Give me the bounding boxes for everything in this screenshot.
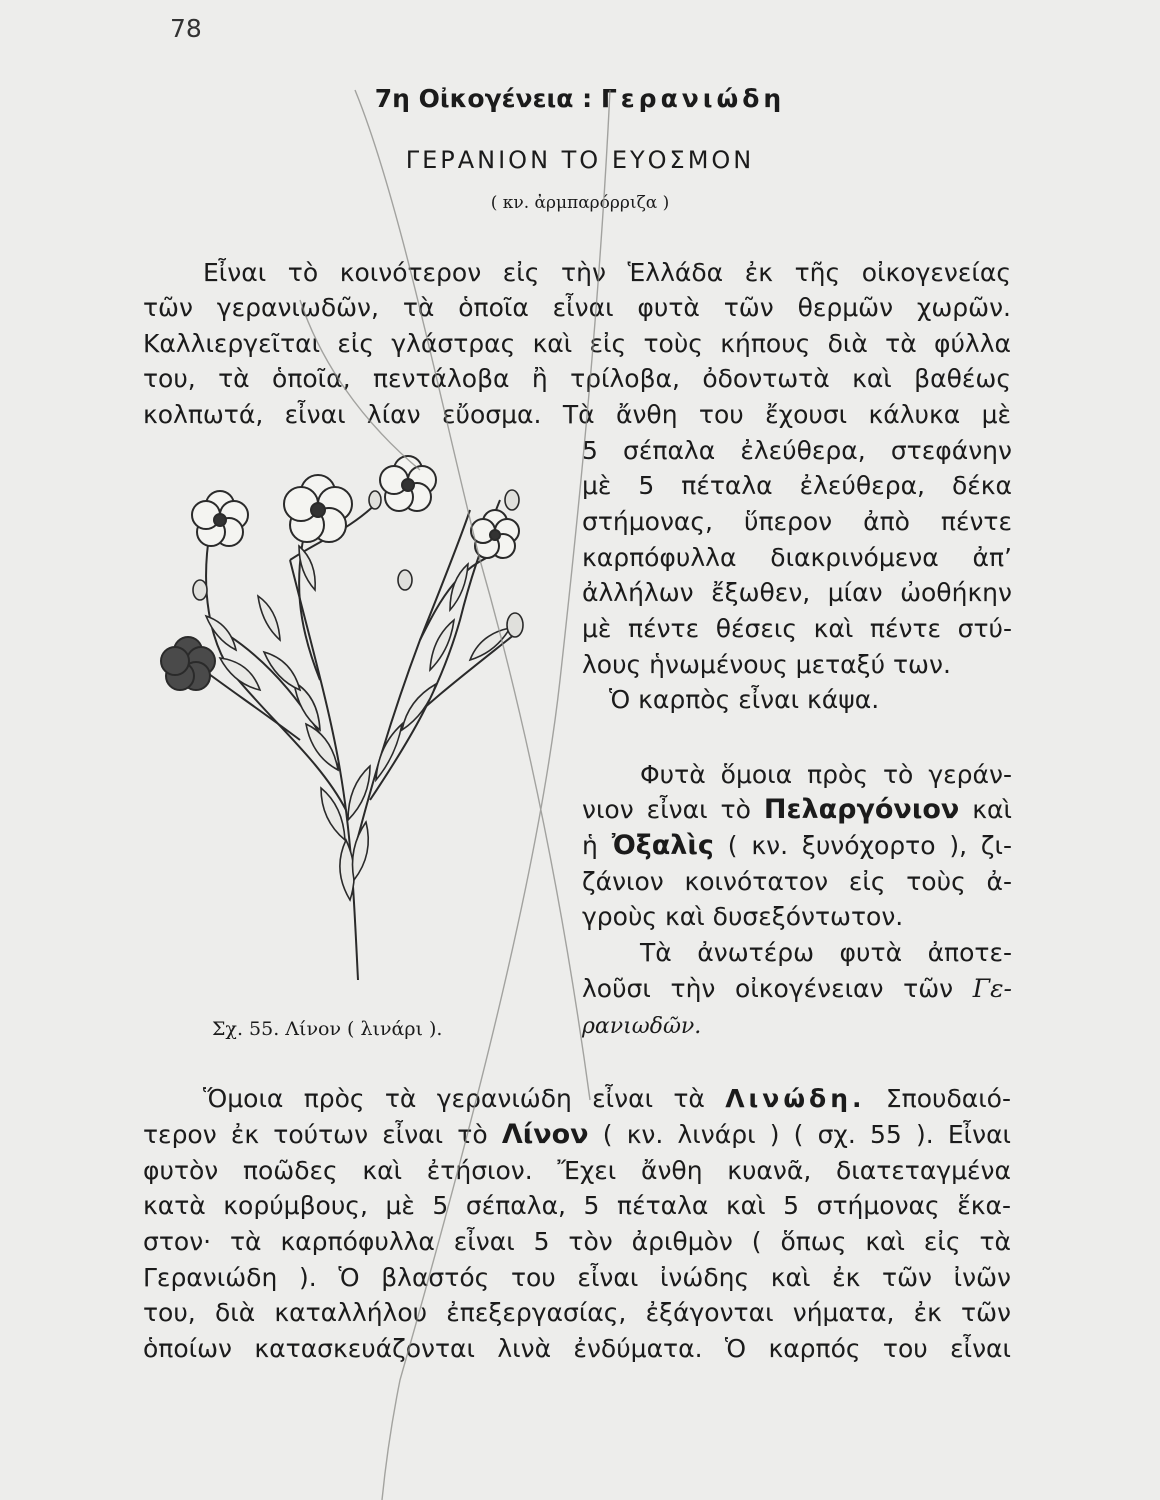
main-stem [290, 560, 358, 980]
text-line: κολπωτά, εἶναι λίαν εὔοσμα. Τὰ ἄνθη του ἔχουσι κάλυκα μὲ [143, 400, 1011, 429]
text-span: τερον ἐκ τούτων εἶναι τὸ [143, 1120, 488, 1149]
text-line [582, 829, 1012, 863]
text-span: ( κν. ξυνόχορτο ), ζι- [727, 831, 1012, 860]
text-line: του, διὰ καταλλήλου ἐπεξεργασίας, ἐξάγονται νήματα, ἐκ τῶν [143, 1298, 1011, 1327]
section-title: ΓΕΡΑΝΙΟΝ ΤΟ ΕΥΟΣΜΟΝ [405, 146, 755, 174]
linaceae-term: Λινώδη. [725, 1084, 866, 1113]
text-line [582, 1008, 1012, 1044]
text-line: Καλλιεργεῖται εἰς γλάστρας καὶ εἰς τοὺς κήπους διὰ τὰ φύλλα [143, 329, 1011, 358]
text-line: μὲ 5 πέταλα ἐλεύθερα, δέκα [582, 471, 1012, 500]
text-line: ὁποίων κατασκευάζονται λινὰ ἐνδύματα. Ὁ καρπός του εἶναι [143, 1334, 1011, 1363]
text-line: στήμονας, ὕπερον ἀπὸ πέντε [582, 507, 1012, 536]
text-line: στον· τὰ καρπόφυλλα εἶναι 5 τὸν ἀριθμὸν ( ὅπως καὶ εἰς τὰ [143, 1227, 1011, 1256]
flax-term: Λίνον [501, 1119, 589, 1150]
text-line: γροὺς καὶ δυσεξόντωτον. [582, 902, 904, 931]
text-line: Φυτὰ ὅμοια πρὸς τὸ γεράν- [640, 760, 1012, 789]
oxalis-term: Ὀξαλὶς [611, 830, 714, 861]
section-subtitle: ( κν. ἀρμπαρόρριζα ) [490, 193, 670, 213]
text-line: Γερανιώδη ). Ὁ βλαστός του εἶναι ἰνώδης καὶ ἐκ τῶν ἰνῶν [143, 1263, 1011, 1292]
family-heading [0, 84, 1160, 113]
text-line: Εἶναι τὸ κοινότερον εἰς τὴν Ἑλλάδα ἐκ τῆς οἰκογενείας [203, 258, 1011, 287]
leaves [206, 546, 510, 900]
family-name: Γερανιώδη [600, 84, 786, 113]
text-line [143, 1118, 1011, 1152]
text-line: κατὰ κορύμβους, μὲ 5 σέπαλα, 5 πέταλα καὶ 5 στήμονας ἕκα- [143, 1191, 1011, 1220]
text-line: ζάνιον κοινότατον εἰς τοὺς ἀ- [582, 867, 1012, 896]
text-span: ἡ [582, 831, 598, 860]
text-line: ἀλλήλων ἔξωθεν, μίαν ὠοθήκην [582, 578, 1012, 607]
text-span: λοῦσι τὴν οἰκογένειαν τῶν [582, 974, 954, 1003]
text-span: Ὅμοια πρὸς τὰ γερανιώδη εἶναι τὰ [203, 1084, 705, 1113]
text-line [582, 972, 1012, 1006]
page-number: 78 [170, 14, 202, 43]
text-line: φυτὸν ποῶδες καὶ ἐτήσιον. Ἔχει ἄνθη κυανᾶ, διατεταγμένα [143, 1156, 1011, 1185]
text-line [203, 1082, 1011, 1116]
text-line: καρπόφυλλα διακρινόμενα ἀπ’ [582, 543, 1012, 572]
text-line: 5 σέπαλα ἐλεύθερα, στεφάνην [582, 436, 1012, 465]
text-span: νιον εἶναι τὸ [582, 795, 751, 824]
stem [420, 550, 510, 640]
text-span: Σπουδαιό- [885, 1084, 1012, 1113]
text-line: Ὁ καρπὸς εἶναι κάψα. [609, 685, 880, 714]
family-prefix: 7η Οἰκογένεια : [374, 84, 593, 113]
text-span: ( κν. λινάρι ) ( σχ. 55 ). Εἶναι [602, 1120, 1012, 1149]
text-line: τῶν γερανιωδῶν, τὰ ὁποῖα εἶναι φυτὰ τῶν θερμῶν χωρῶν. [143, 293, 1011, 322]
text-span-italic: Γε- [972, 974, 1012, 1003]
text-line [582, 793, 1012, 827]
text-line: μὲ πέντε θέσεις καὶ πέντε στύ- [582, 614, 1012, 643]
text-line: λους ἡνωμένους μεταξύ των. [582, 650, 951, 679]
text-span-italic: ρανιωδῶν. [582, 1014, 702, 1039]
text-line: Τὰ ἀνωτέρω φυτὰ ἀποτε- [640, 938, 1012, 967]
figure-caption: Σχ. 55. Λίνον ( λινάρι ). [212, 1018, 443, 1040]
text-line: του, τὰ ὁποῖα, πεντάλοβα ἢ τρίλοβα, ὀδοντωτὰ καὶ βαθέως [143, 364, 1011, 393]
text-span: καὶ [972, 795, 1012, 824]
flax-plant-illustration [140, 440, 580, 994]
pelargonium-term: Πελαργόνιον [763, 794, 960, 825]
flax-plant-drawing [140, 440, 580, 990]
